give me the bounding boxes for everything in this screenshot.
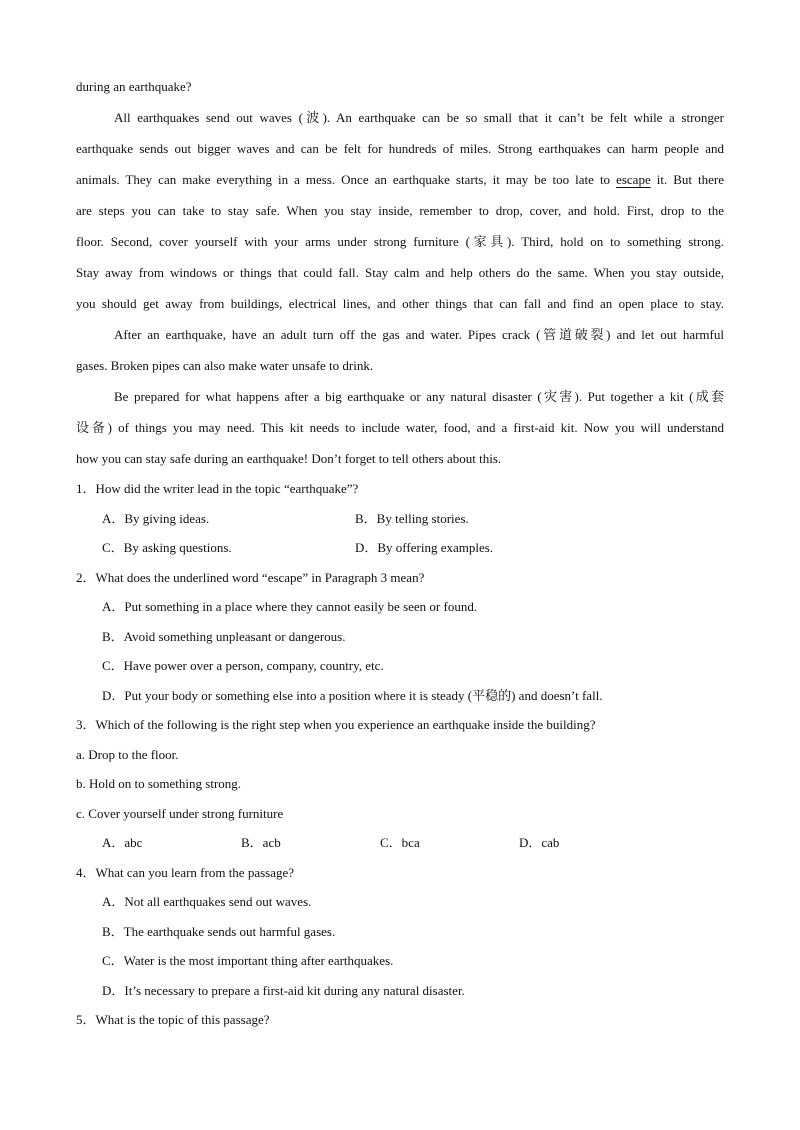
options-row — [76, 533, 724, 563]
question-3 — [76, 710, 724, 858]
option-d: D．By offering examples. — [355, 540, 494, 555]
question-4 — [76, 858, 724, 1006]
step-item: c. Cover yourself under strong furniture — [76, 805, 284, 821]
option-c: C．Have power over a person, company, country, etc. — [102, 658, 384, 673]
step-item: a. Drop to the floor. — [76, 746, 179, 762]
passage-line: how you can stay safe during an earthquake! Don’t forget to tell others about this. — [76, 451, 502, 466]
question-5 — [76, 1005, 724, 1035]
paragraph-3 — [76, 102, 724, 319]
option-d: D．Put your body or something else into a position where it is steady (平稳的) and doesn’t fall. — [102, 687, 603, 703]
step-item: b. Hold on to something strong. — [76, 776, 242, 791]
passage-text: animals. They can make everything in a mess. Once an earthquake starts, it may be too late to — [76, 172, 611, 187]
options-row — [76, 828, 724, 858]
question-1 — [76, 474, 724, 563]
passage-line: are steps you can take to stay safe. When you stay inside, remember to drop, cover, and hold. First, drop to the — [76, 203, 724, 218]
passage-line: 设备) of things you may need. This kit needs to include water, food, and a first-aid kit. Now you will understand — [76, 420, 724, 435]
question-stem: 1．How did the writer lead in the topic “earthquake”? — [76, 481, 359, 496]
option-c: C．By asking questions. — [102, 540, 232, 555]
option-d: D．It’s necessary to prepare a first-aid kit during any natural disaster. — [102, 982, 465, 998]
passage-line: Stay away from windows or things that could fall. Stay calm and help others do the same. When you stay outside, — [76, 265, 724, 280]
question-stem: 5．What is the topic of this passage? — [76, 1012, 270, 1027]
underlined-word: escape — [616, 172, 651, 187]
passage-line: gases. Broken pipes can also make water unsafe to drink. — [76, 358, 374, 373]
passage-line: during an earthquake? — [76, 79, 192, 94]
passage-text: it. But there — [656, 172, 724, 187]
option-b: B．The earthquake sends out harmful gases. — [102, 923, 336, 939]
option-c: C．Water is the most important thing after earthquakes. — [102, 953, 394, 968]
options-row — [76, 504, 724, 534]
option-c: C．bca — [380, 835, 420, 850]
option-b: B．acb — [241, 835, 281, 850]
option-a: A．Put something in a place where they cannot easily be seen or found. — [102, 599, 478, 614]
question-2 — [76, 563, 724, 711]
passage-line: earthquake sends out bigger waves and can be felt for hundreds of miles. Strong earthquakes can harm people and — [76, 141, 724, 156]
reading-passage — [76, 71, 724, 1035]
passage-line: After an earthquake, have an adult turn off the gas and water. Pipes crack (管道破裂) and let out harmful — [114, 327, 724, 342]
passage-line: you should get away from buildings, electrical lines, and other things that can fall and find an open place to stay. — [76, 296, 724, 311]
passage-line: All earthquakes send out waves (波). An earthquake can be so small that it can’t be felt while a stronger — [114, 110, 724, 125]
option-a: A．By giving ideas. — [102, 510, 210, 526]
question-stem: 3．Which of the following is the right step when you experience an earthquake inside the building? — [76, 717, 596, 732]
question-stem: 2．What does the underlined word “escape” in Paragraph 3 mean? — [76, 569, 425, 585]
option-a: A．abc — [102, 835, 143, 850]
passage-line-with-underlined-word — [76, 164, 724, 195]
option-b: B．By telling stories. — [355, 510, 469, 526]
passage-line: Be prepared for what happens after a big earthquake or any natural disaster (灾害). Put together a kit (成套 — [114, 389, 724, 404]
paragraph-4 — [76, 319, 724, 381]
option-b: B．Avoid something unpleasant or dangerous. — [102, 628, 346, 644]
option-d: D．cab — [519, 835, 560, 850]
question-stem: 4．What can you learn from the passage? — [76, 864, 295, 880]
paragraph-5 — [76, 381, 724, 474]
option-a: A．Not all earthquakes send out waves. — [102, 894, 312, 909]
passage-line: floor. Second, cover yourself with your arms under strong furniture (家具). Third, hold on to something strong. — [76, 234, 724, 249]
